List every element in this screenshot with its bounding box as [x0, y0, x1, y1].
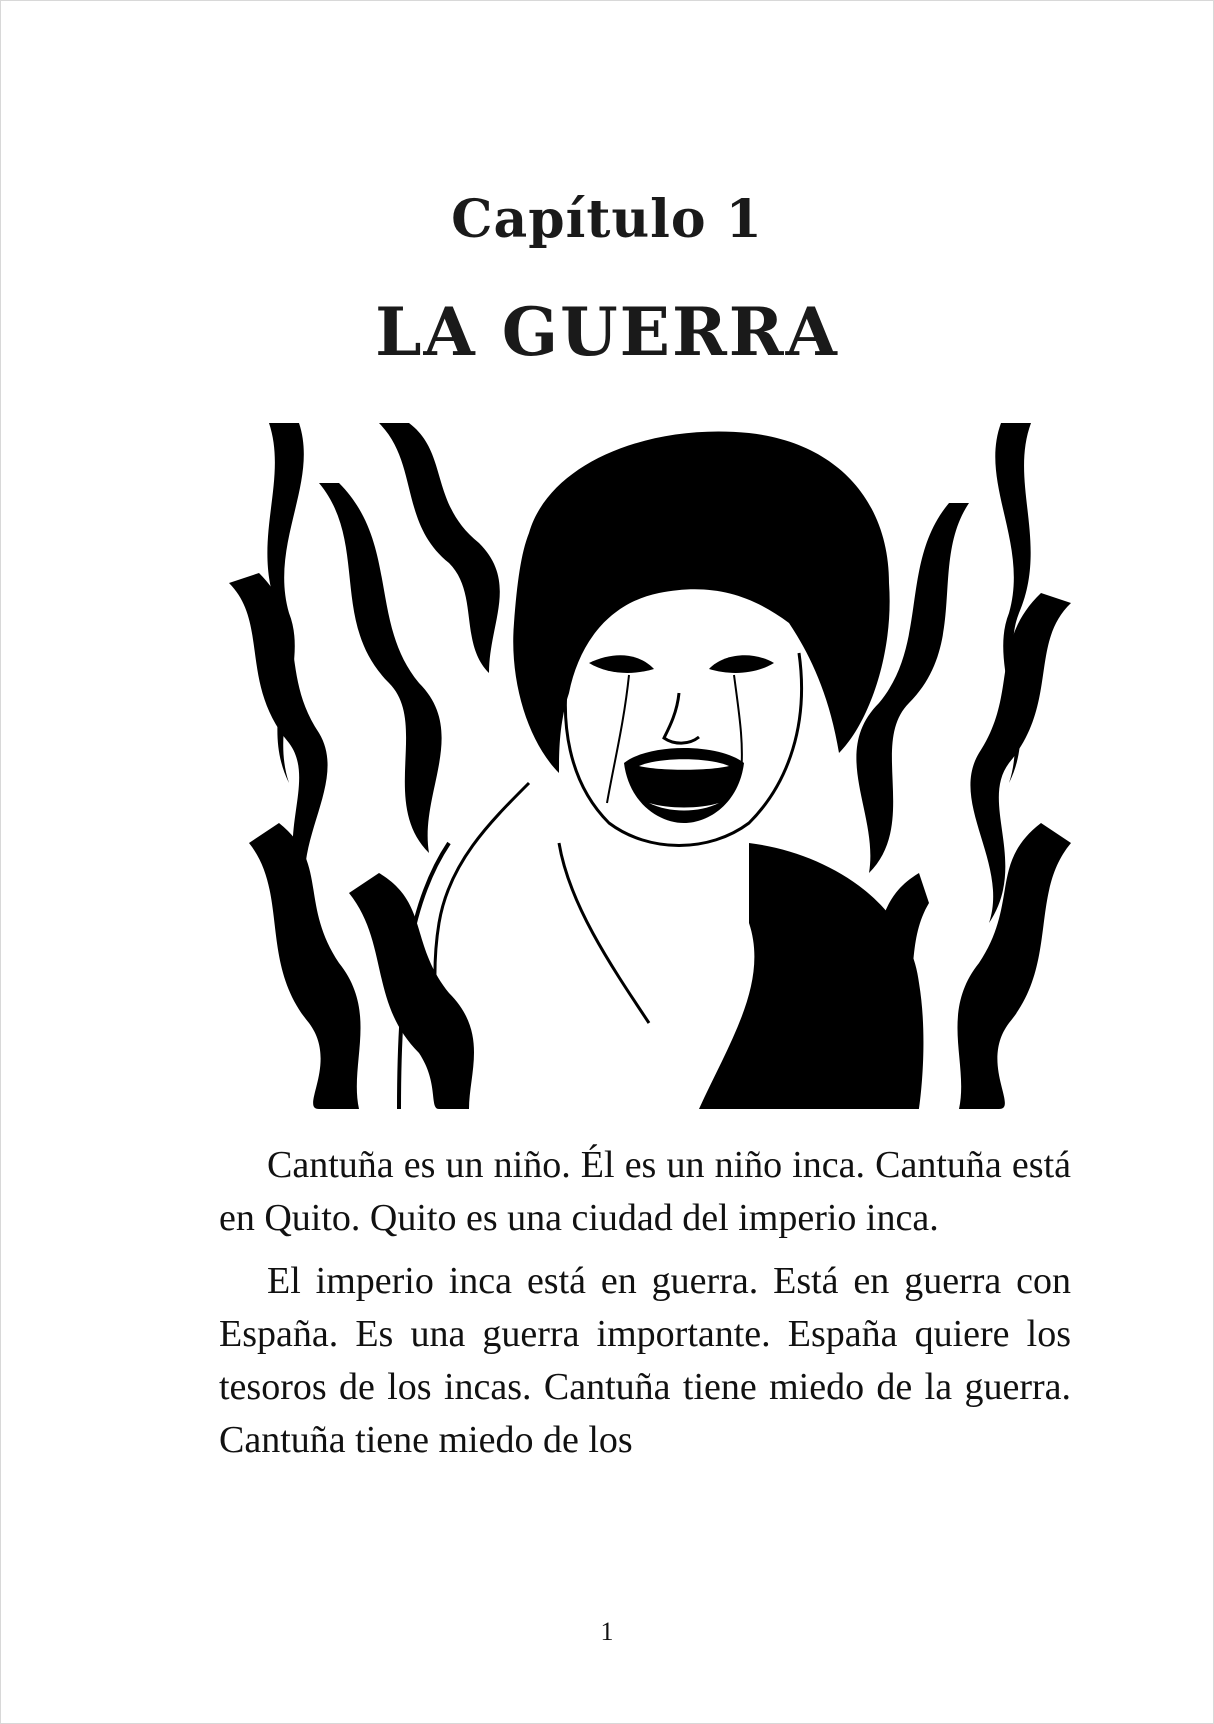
paragraph: El imperio inca está en guerra. Está en guerra con España. Es una guerra importante. España quiere los tesoros de los incas. Cantuña tiene miedo de la guerra. Cantuña tiene miedo de los [219, 1260, 1071, 1461]
chapter-title: LA GUERRA [375, 293, 839, 371]
chapter-label: Capítulo 1 [451, 189, 763, 250]
chapter-body [219, 1139, 1071, 1477]
page-number: 1 [600, 1617, 614, 1646]
crying-child-flames-icon [229, 423, 1071, 1109]
crying-child-illustration [229, 423, 1071, 1109]
paragraph: Cantuña es un niño. Él es un niño inca. Cantuña está en Quito. Quito es una ciudad del imperio inca. [219, 1144, 1071, 1239]
